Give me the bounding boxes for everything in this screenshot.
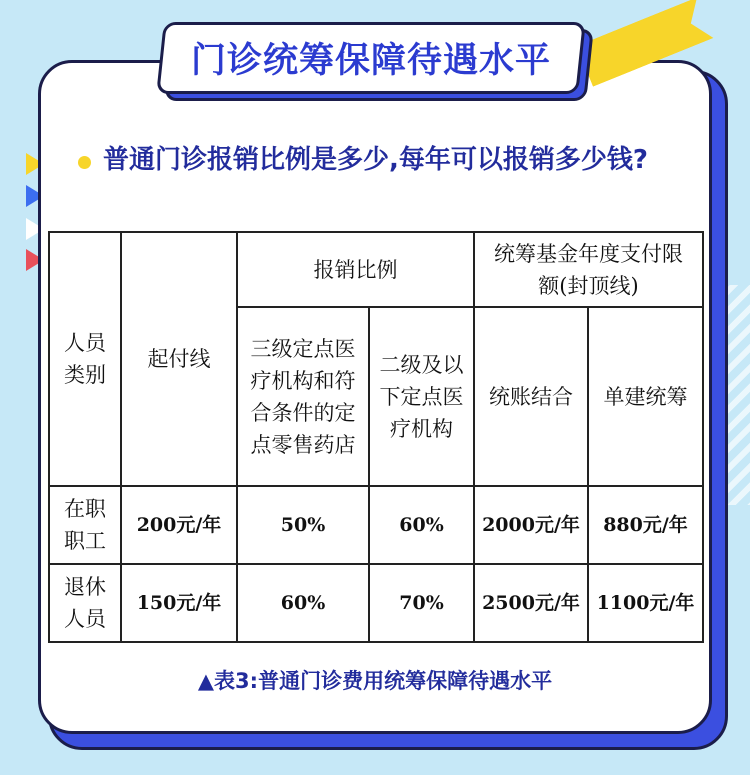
cell-level2-ratio: 70% [369, 564, 474, 642]
title-banner [156, 22, 586, 94]
cell-combined-limit: 2500元/年 [474, 564, 588, 642]
header-level3-institution: 三级定点医疗机构和符合条件的定点零售药店 [237, 307, 369, 486]
header-standalone: 单建统筹 [588, 307, 703, 486]
cell-standalone-limit: 880元/年 [588, 486, 703, 564]
table-caption: ▲表3:普通门诊费用统筹保障待遇水平 [197, 669, 553, 693]
header-deductible: 起付线 [121, 232, 237, 486]
cell-combined-limit: 2000元/年 [474, 486, 588, 564]
header-reimbursement-ratio: 报销比例 [237, 232, 474, 307]
header-combined: 统账结合 [474, 307, 588, 486]
cell-deductible: 150元/年 [121, 564, 237, 642]
question-text: 普通门诊报销比例是多少,每年可以报销多少钱? [103, 145, 648, 175]
cell-person-type: 在职职工 [49, 486, 121, 564]
header-person-type: 人员类别 [49, 232, 121, 486]
reimbursement-table [48, 231, 704, 643]
cell-person-type: 退休人员 [49, 564, 121, 642]
question [78, 143, 688, 177]
header-annual-limit: 统筹基金年度支付限额(封顶线) [474, 232, 703, 307]
header-level2-institution: 二级及以下定点医疗机构 [369, 307, 474, 486]
table-row [49, 486, 703, 564]
cell-standalone-limit: 1100元/年 [588, 564, 703, 642]
table-row [49, 564, 703, 642]
cell-deductible: 200元/年 [121, 486, 237, 564]
bullet-dot-icon [78, 156, 91, 169]
cell-level2-ratio: 60% [369, 486, 474, 564]
cell-level3-ratio: 60% [237, 564, 369, 642]
page-title: 门诊统筹保障待遇水平 [190, 41, 551, 81]
cell-level3-ratio: 50% [237, 486, 369, 564]
